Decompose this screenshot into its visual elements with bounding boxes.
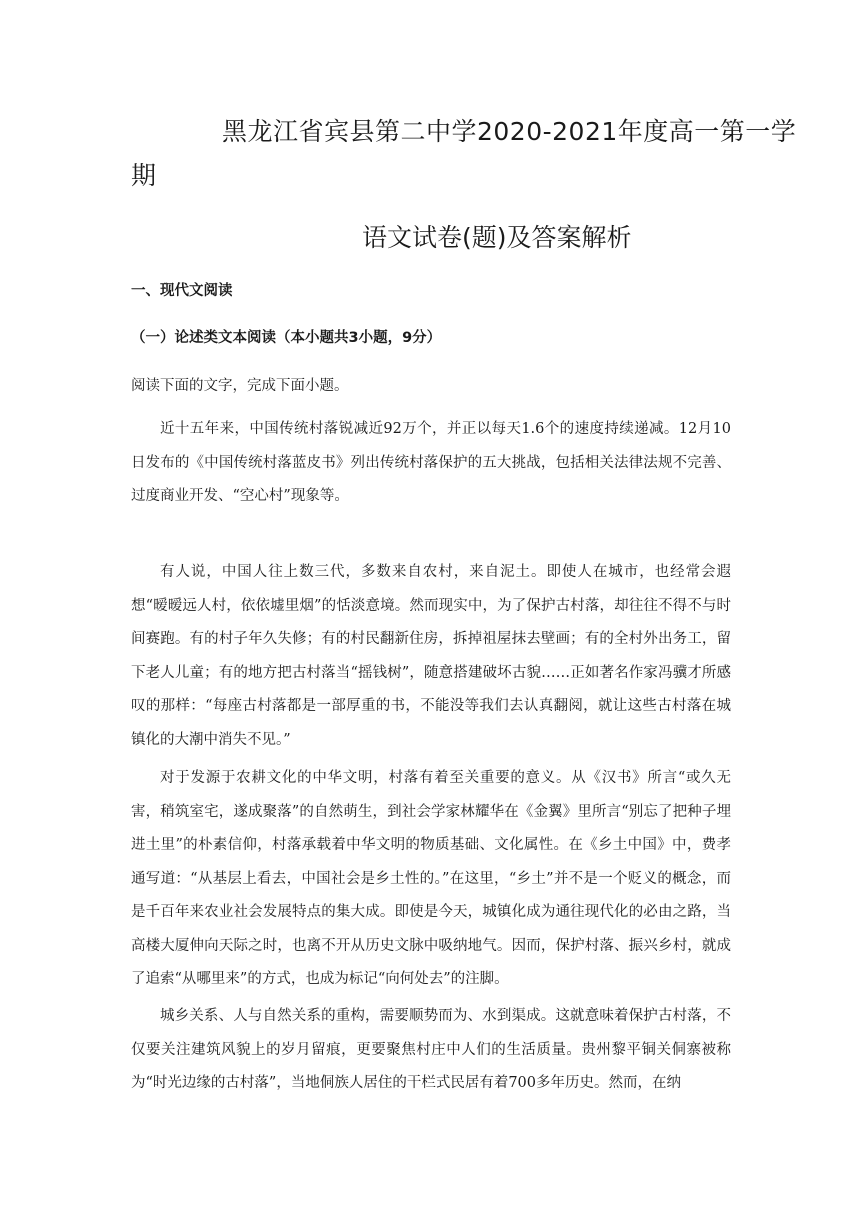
subsection-heading: （一）论述类文本阅读（本小题共3小题，9分） [131, 330, 442, 346]
paragraph-4: 城乡关系、人与自然关系的重构，需要顺势而为、水到渠成。这就意味着保护古村落，不仅要关注建筑风貌上的岁月留痕，更要聚焦村庄中人们的生活质量。贵州黎平铜关侗寨被称为“时光边缘的古村落”，当地侗族人居住的干栏式民居有着700多年历史。然而，在纳 [131, 1008, 731, 1091]
doc-title-line1-cont: 期 [131, 161, 157, 190]
section-heading: 一、现代文阅读 [131, 283, 233, 299]
doc-title-line2: 语文试卷(题)及答案解析 [362, 223, 632, 252]
paragraph-3: 对于发源于农耕文化的中华文明，村落有着至关重要的意义。从《汉书》所言“或久无害，稍筑室宅，遂成聚落”的自然萌生，到社会学家林耀华在《金翼》里所言“别忘了把种子埋进土里”的朴素信仰，村落承载着中华文明的物质基础、文化属性。在《乡土中国》中，费孝通写道：“从基层上看去，中国社会是乡土性的。”在这里，“乡土”并不是一个贬义的概念，而是千百年来农业社会发展特点的集大成。即使是今天，城镇化成为通往现代化的必由之路，当高楼大厦伸向天际之时，也离不开从历史文脉中吸纳地气。因而，保护村落、振兴乡村，就成了追索“从哪里来”的方式，也成为标记“向何处去”的注脚。 [131, 770, 731, 987]
doc-title-line1: 黑龙江省宾县第二中学2020-2021年度高一第一学 [222, 117, 797, 146]
paragraph-2: 有人说，中国人往上数三代，多数来自农村，来自泥土。即使人在城市，也经常会遐想“暧暧远人村，依依墟里烟”的恬淡意境。然而现实中，为了保护古村落，却往往不得不与时间赛跑。有的村子年久失修；有的村民翻新住房，拆掉祖屋抹去壁画；有的全村外出务工，留下老人儿童；有的地方把古村落当“摇钱树”，随意搭建破坏古貌……正如著名作家冯骥才所感叹的那样：“每座古村落都是一部厚重的书，不能没等我们去认真翻阅，就让这些古村落在城镇化的大潮中消失不见。” [131, 564, 731, 748]
instruction-text: 阅读下面的文字，完成下面小题。 [131, 378, 349, 394]
paragraph-1: 近十五年来，中国传统村落锐减近92万个，并正以每天1.6个的速度持续递减。12月10日发布的《中国传统村落蓝皮书》列出传统村落保护的五大挑战，包括相关法律法规不完善、过度商业开发、“空心村”现象等。 [131, 421, 731, 504]
